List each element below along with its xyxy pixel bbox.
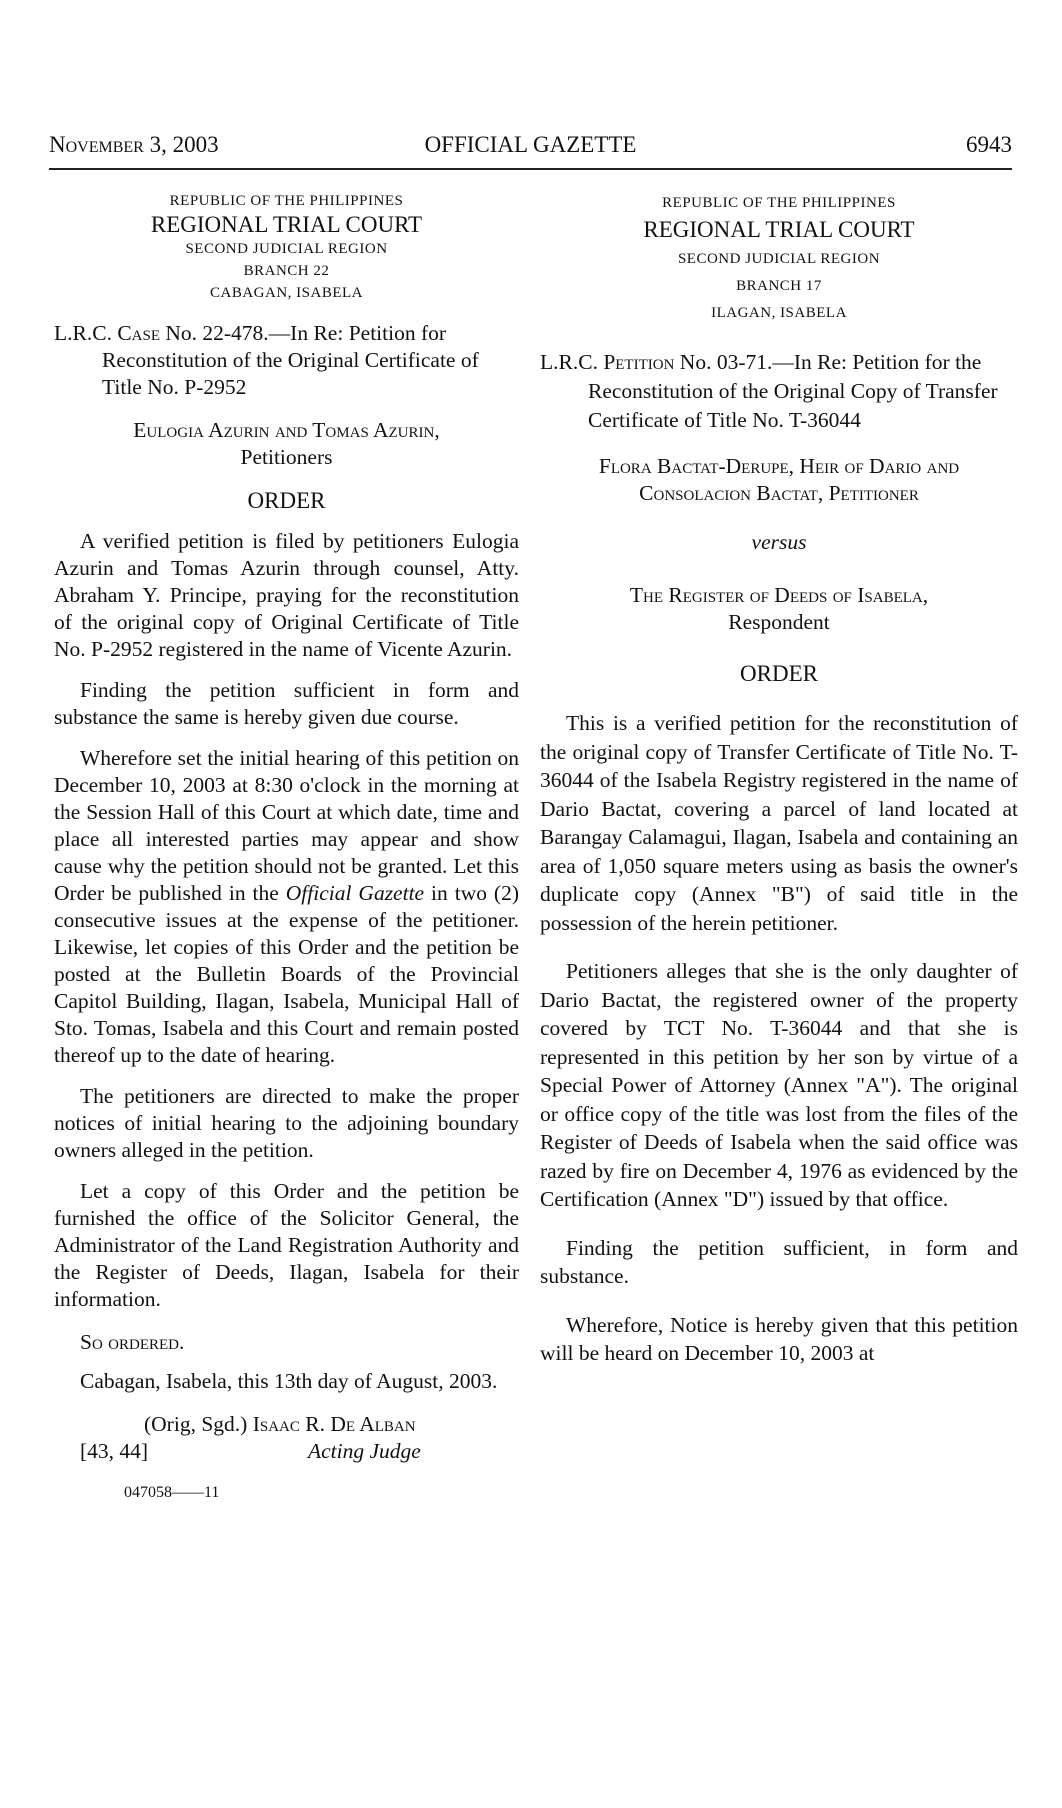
left-paragraph-2: Finding the petition sufficient in form and substance the same is hereby given due course.	[54, 678, 519, 729]
left-paragraph-1: A verified petition is filed by petitioners Eulogia Azurin and Tomas Azurin through counsel, Atty. Abraham Y. Principe, praying for the reconstitution of the original copy of Original Certificate of Title No. P-2952 registered in the name of Vicente Azurin.	[54, 529, 519, 661]
left-paragraph-4: The petitioners are directed to make the proper notices of initial hearing to the adjoining boundary owners alleged in the petition.	[54, 1084, 519, 1162]
left-parties-role: Petitioners	[240, 445, 333, 469]
left-parties: Eulogia Azurin and Tomas Azurin,	[133, 418, 440, 442]
left-region: SECOND JUDICIAL REGION	[185, 241, 388, 257]
right-respondent-line2: Respondent	[728, 610, 830, 634]
right-paragraph-3: Finding the petition sufficient, in form and substance.	[540, 1235, 1018, 1288]
right-order-title: ORDER	[740, 661, 818, 686]
left-court: REGIONAL TRIAL COURT	[150, 212, 423, 237]
right-respondent-line1: The Register of Deeds of Isabela,	[629, 583, 929, 607]
right-versus: versus	[751, 530, 807, 554]
header-rule	[49, 168, 1012, 170]
page-header	[49, 128, 1012, 162]
right-paragraph-1: This is a verified petition for the reconstitution of the original copy of Transfer Certificate of Title No. T-36044 of the Isabela Registry registered in the name of Dario Bactat, covering a parcel of land located at Barangay Calamagui, Ilagan, Isabela and containing an area of 1,050 square meters using as basis the owner's duplicate copy (Annex "B") of said title in the possession of the herein petitioner.	[540, 711, 1018, 935]
left-column	[54, 190, 519, 1506]
left-reference-code: 047058——11	[124, 1484, 220, 1501]
right-republic: REPUBLIC OF THE PHILIPPINES	[662, 195, 896, 211]
right-branch: BRANCH 17	[736, 278, 822, 294]
right-column	[540, 190, 1018, 1368]
left-dated: Cabagan, Isabela, this 13th day of August, 2003.	[80, 1369, 498, 1393]
right-parties-line2: Consolacion Bactat, Petitioner	[639, 481, 919, 505]
issue-date: November 3, 2003	[49, 132, 219, 157]
left-order-title: ORDER	[247, 488, 326, 513]
left-signature: (Orig, Sgd.) Isaac R. De Alban	[144, 1412, 416, 1436]
right-paragraph-2: Petitioners alleges that she is the only daughter of Dario Bactat, the registered owner of the property covered by TCT No. T-36044 and that she is represented in this petition by her son by virtue of a Special Power of Attorney (Annex "A"). The original or office copy of the title was lost from the files of the Register of Deeds of Isabela when the said office was razed by fire on December 4, 1976 as evidenced by the Certification (Annex "D") issued by that office.	[540, 959, 1018, 1211]
left-signature-line2: [43, 44] Acting Judge	[80, 1439, 421, 1463]
right-court: REGIONAL TRIAL COURT	[643, 217, 915, 242]
left-branch: BRANCH 22	[243, 263, 330, 279]
left-republic: REPUBLIC OF THE PHILIPPINES	[169, 193, 404, 209]
left-location: CABAGAN, ISABELA	[209, 285, 363, 301]
left-case-title: L.R.C. Case No. 22-478.—In Re: Petition for Reconstitution of the Original Certificate of Title No. P-2952	[54, 321, 479, 399]
page-number: 6943	[966, 132, 1012, 157]
right-parties-line1: Flora Bactat-Derupe, Heir of Dario and	[598, 454, 960, 478]
right-paragraph-4: Wherefore, Notice is hereby given that this petition will be heard on December 10, 2003 at	[540, 1312, 1018, 1365]
left-paragraph-3: Wherefore set the initial hearing of this petition on December 10, 2003 at 8:30 o'clock in the morning at the Session Hall of this Court at which date, time and place all interested parties may appear and show cause why the petition should not be granted. Let this Order be published in the Official Gazette in two (2) consecutive issues at the expense of the petitioner. Likewise, let copies of this Order and the petition be posted at the Bulletin Boards of the Provincial Capitol Building, Ilagan, Isabela, Municipal Hall of Sto. Tomas, Isabela and this Court and remain posted thereof up to the date of hearing.	[54, 746, 519, 1067]
publication-title: OFFICIAL GAZETTE	[424, 132, 637, 157]
right-region: SECOND JUDICIAL REGION	[677, 251, 881, 267]
right-case-title: L.R.C. Petition No. 03-71.—In Re: Petition for the Reconstitution of the Original Copy of Transfer Certificate of Title No. T-36044	[540, 350, 998, 432]
right-location: ILAGAN, ISABELA	[711, 305, 847, 321]
left-paragraph-5: Let a copy of this Order and the petition be furnished the office of the Solicitor General, the Administrator of the Land Registration Authority and the Register of Deeds, Ilagan, Isabela for their information.	[54, 1179, 519, 1311]
left-so-ordered: So ordered.	[80, 1330, 185, 1354]
